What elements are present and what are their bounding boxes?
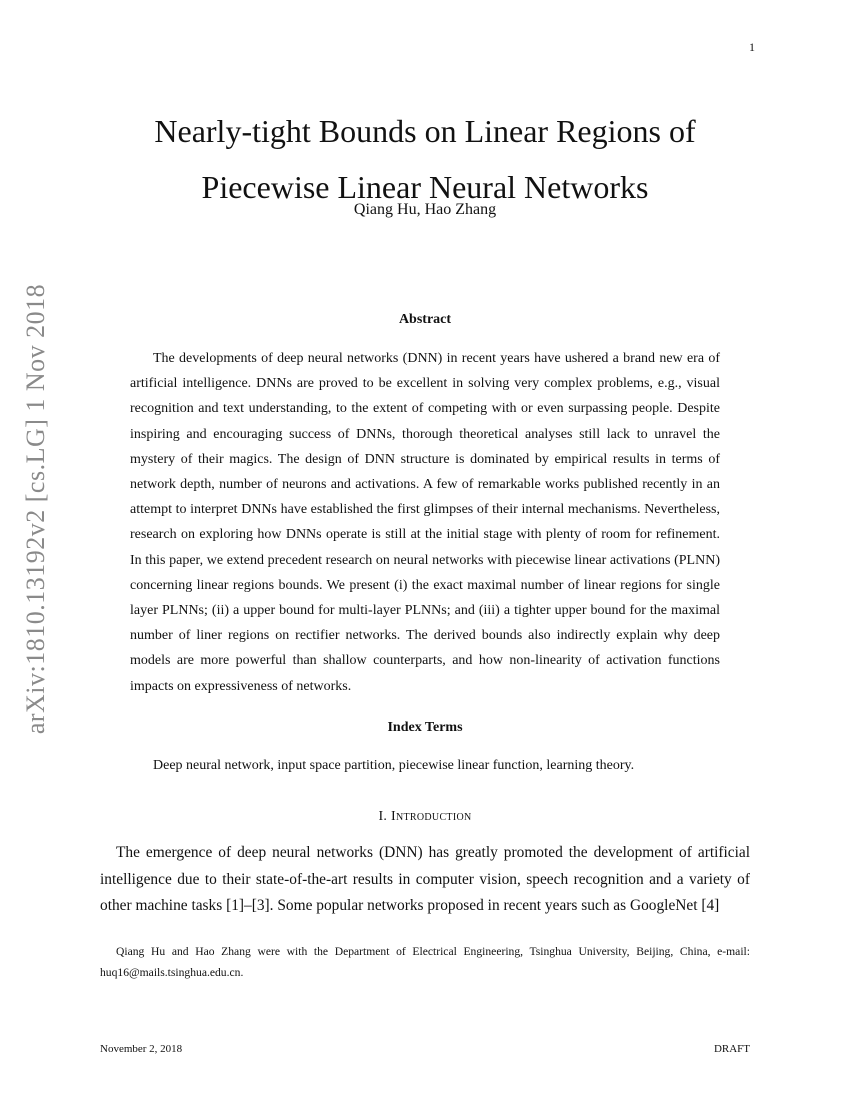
section-heading-introduction: I. Introduction: [378, 809, 472, 824]
arxiv-identifier-text: arXiv:1810.13192v2 [cs.LG] 1 Nov 2018: [21, 283, 50, 735]
footer-date: November 2, 2018: [100, 1043, 183, 1055]
author-affiliation-footnote: Qiang Hu and Hao Zhang were with the Department of Electrical Engineering, Tsinghua University, Beijing, China, e-mail: huq16@mails.tsinghua.edu.cn.: [100, 945, 750, 979]
paper-authors: Qiang Hu, Hao Zhang: [353, 201, 497, 218]
index-terms-text: Deep neural network, input space partition, piecewise linear function, learning theory.: [153, 758, 635, 773]
arxiv-identifier-stamp: [18, 270, 54, 748]
page-number: 1: [749, 40, 755, 54]
paper-title: Nearly-tight Bounds on Linear Regions of Piecewise Linear Neural Networks: [154, 113, 696, 206]
abstract-text: The developments of deep neural networks (DNN) in recent years have ushered a brand new era of artificial intelligence. DNNs are proved to be excellent in solving very complex problems, e.g., visual recognition and text understanding, to the extent of competing with or even surpassing people. Despite inspiring and encouraging success of DNNs, thorough theoretical analyses still lack to unravel the mystery of their magics. The design of DNN structure is dominated by empirical results in terms of network depth, number of neurons and activations. A few of remarkable works published recently in an attempt to interpret DNNs have established the first glimpses of their internal mechanisms. Nevertheless, research on exploring how DNNs operate is still at the initial stage with plenty of room for refinement. In this paper, we extend precedent research on neural networks with piecewise linear activations (PLNN) concerning linear regions bounds. We present (i) the exact maximal number of linear regions for single layer PLNNs; (ii) a upper bound for multi-layer PLNNs; and (iii) a tighter upper bound for the maximal number of liner regions on rectifier networks. The derived bounds also indirectly explain why deep models are more powerful than shallow counterparts, and how non-linearity of activation functions impacts on expressiveness of networks.: [130, 351, 720, 694]
index-terms-heading: Index Terms: [387, 720, 463, 735]
introduction-text: The emergence of deep neural networks (DNN) has greatly promoted the development of artificial intelligence due to their state-of-the-art results in computer vision, speech recognition and a variety of other machine tasks [1]–[3]. Some popular networks proposed in recent years such as GoogleNet [4]: [100, 844, 750, 914]
footer-draft-label: DRAFT: [713, 1043, 750, 1055]
abstract-heading: Abstract: [398, 312, 452, 327]
